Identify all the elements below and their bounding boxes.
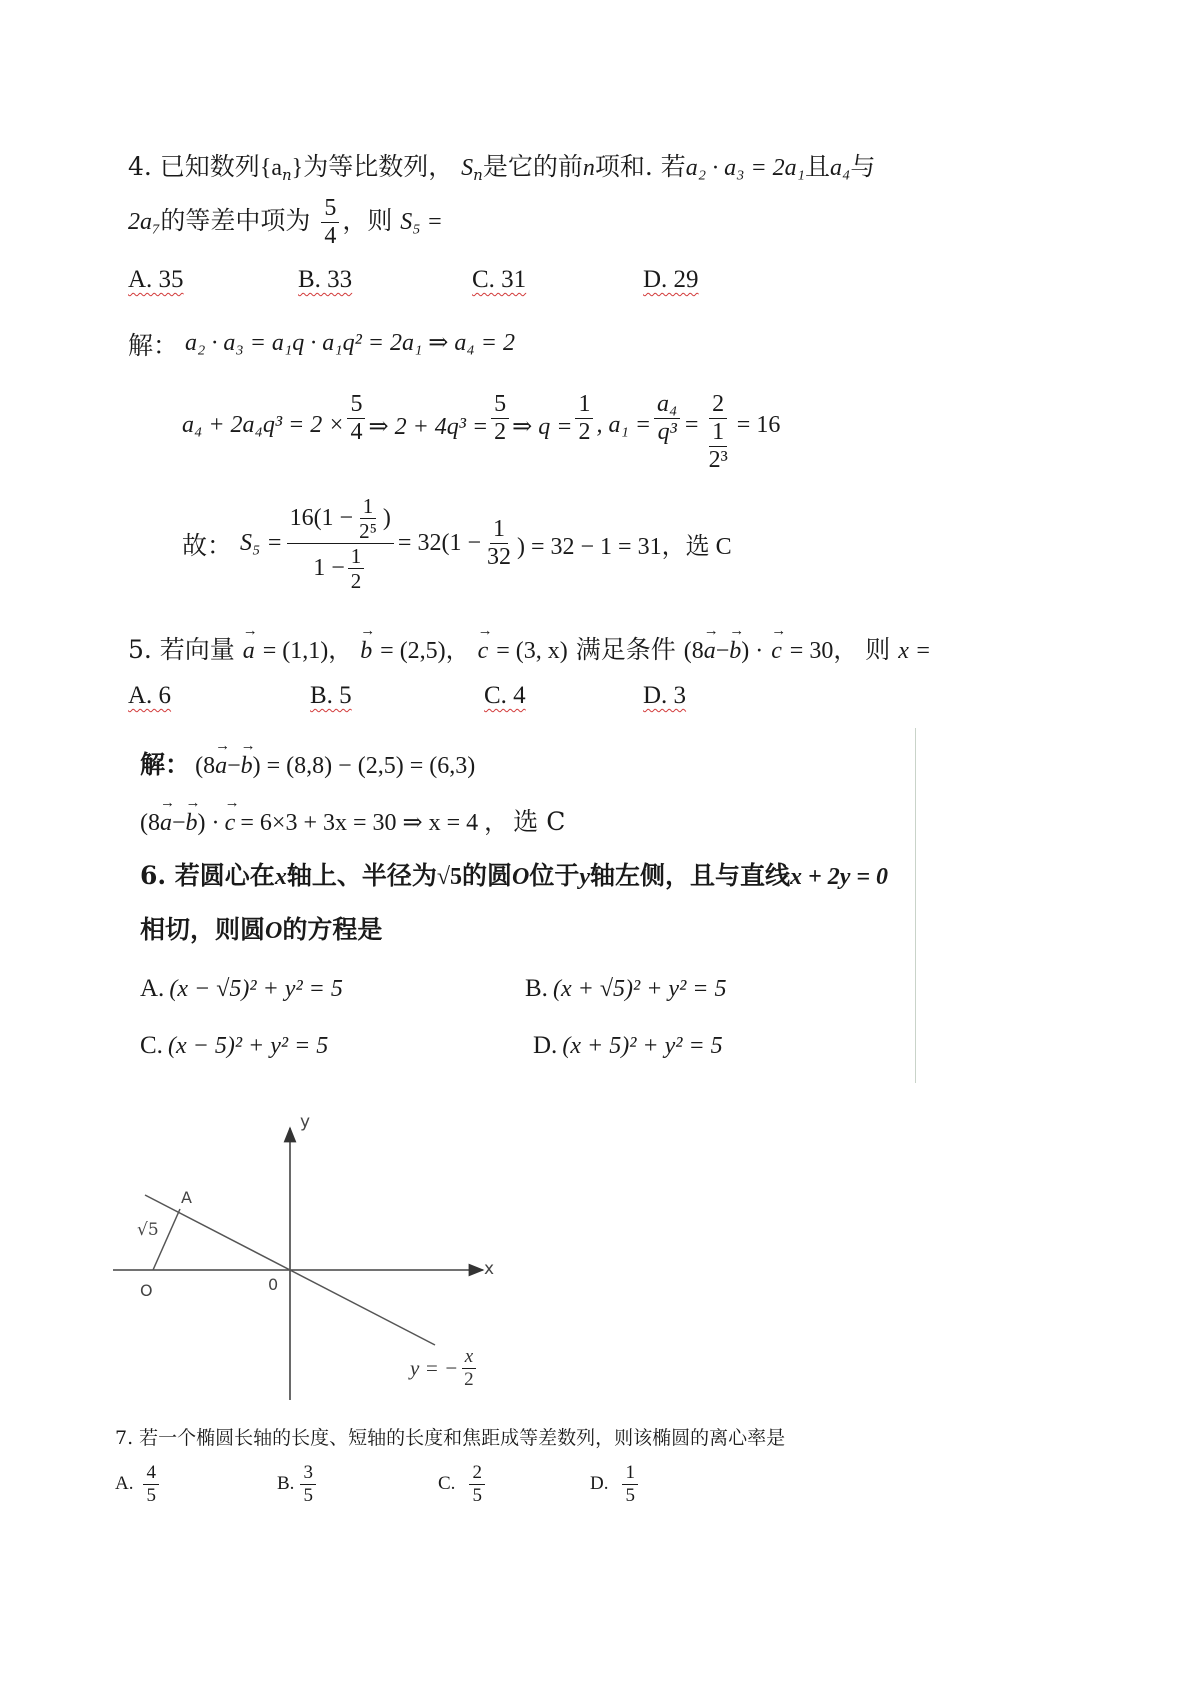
q6-line1: 6. 若圆心在x轴上、半径为√5的圆O位于y轴左侧，且与直线x + 2y = 0 [140, 861, 889, 890]
q7-option-c[interactable]: C. $\frac{2}{5}$ [438, 1463, 488, 1506]
q6-line2: 相切，则圆O的方程是 [140, 915, 383, 944]
q6-option-b[interactable]: B. (x + √5)² + y² = 5 [525, 975, 727, 1002]
q4-line2: 2a₇的等差中项为 $\frac{5}{4}$ ，则 S₅ = [128, 195, 443, 250]
q6-option-d[interactable]: D. (x + 5)² + y² = 5 [533, 1032, 723, 1059]
q7-text: 7. 若一个椭圆长轴的长度、短轴的长度和焦距成等差数列，则该椭圆的离心率是 [115, 1427, 786, 1449]
q5-option-c[interactable]: C. 4 [484, 682, 526, 709]
line-equation-label: y = − $\frac{x}{2}$ [410, 1347, 480, 1390]
q7-option-a[interactable]: A. $\frac{4}{5}$ [115, 1463, 162, 1506]
point-a-label: A [181, 1188, 192, 1207]
origin-label: 0 [268, 1275, 279, 1294]
q7-option-d[interactable]: D. $\frac{1}{5}$ [590, 1463, 641, 1506]
q5-option-a[interactable]: A. 6 [128, 682, 172, 709]
q5-line: 5. 若向量 → a = (1,1)， → b = (2,5)， → c = (3, x) 满足条件 (8→ a−→ b) · → c = 30， 则 x = [128, 630, 931, 666]
q7-option-b[interactable]: B. $\frac{3}{5}$ [277, 1463, 319, 1506]
q4-option-d[interactable]: D. 29 [643, 266, 699, 293]
q4-option-a[interactable]: A. 35 [128, 266, 184, 293]
sol4-line1: a₂ · a₃ = a₁q · a₁q² = 2a₁ ⇒ a₄ = 2 [185, 330, 515, 356]
sol4-line2: a₄ + 2a₄q³ = 2 × $\frac{5}{4}$ ⇒ 2 + 4q³ = $\frac{5}{2}$ ⇒ q = $\frac{1}{2}$ , a₁ = $\frac{\text{a₄}}{\text{q³}}$ = $\frac{2}{\frac{1}{\text{2³}}}$ = 16 [182, 391, 781, 474]
sol5-line1: 解： (8→ a−→ b) = (8,8) − (2,5) = (6,3) [140, 745, 475, 781]
q4-option-c[interactable]: C. 31 [472, 266, 527, 293]
center-o-label: O [140, 1281, 153, 1300]
sol4-line3: 故： S₅ = 16(1 − $\frac{1}{\text{2⁵}}$ ) 1 − $\frac{1}{2}$ = 32(1 − $\frac{1}{32}$ ) = 32 − 1 = 31，选 C [182, 494, 732, 594]
x-axis-label: x [484, 1259, 495, 1279]
radius-label: √5 [137, 1220, 159, 1240]
q6-option-a[interactable]: A. (x − √5)² + y² = 5 [140, 975, 343, 1002]
q4-line1: 4. 已知数列$\{a_n\}$为等比数列， $S_n$是它的前n项和. 若a₂ · a₃ = 2a₁且a₄与 [128, 152, 876, 184]
y-axis-label: y [300, 1112, 311, 1132]
q5-option-d[interactable]: D. 3 [643, 682, 687, 709]
q4-option-b[interactable]: B. 33 [298, 266, 353, 293]
sol5-line2: (8→ a−→ b) · → c = 6×3 + 3x = 30 ⇒ x = 4 ， 选 C [140, 802, 565, 838]
q5-option-b[interactable]: B. 5 [310, 682, 352, 709]
q6-option-c[interactable]: C. (x − 5)² + y² = 5 [140, 1032, 329, 1059]
fraction: $\frac{5}{4}$ [321, 196, 339, 249]
sol4-label: 解： [128, 331, 179, 360]
